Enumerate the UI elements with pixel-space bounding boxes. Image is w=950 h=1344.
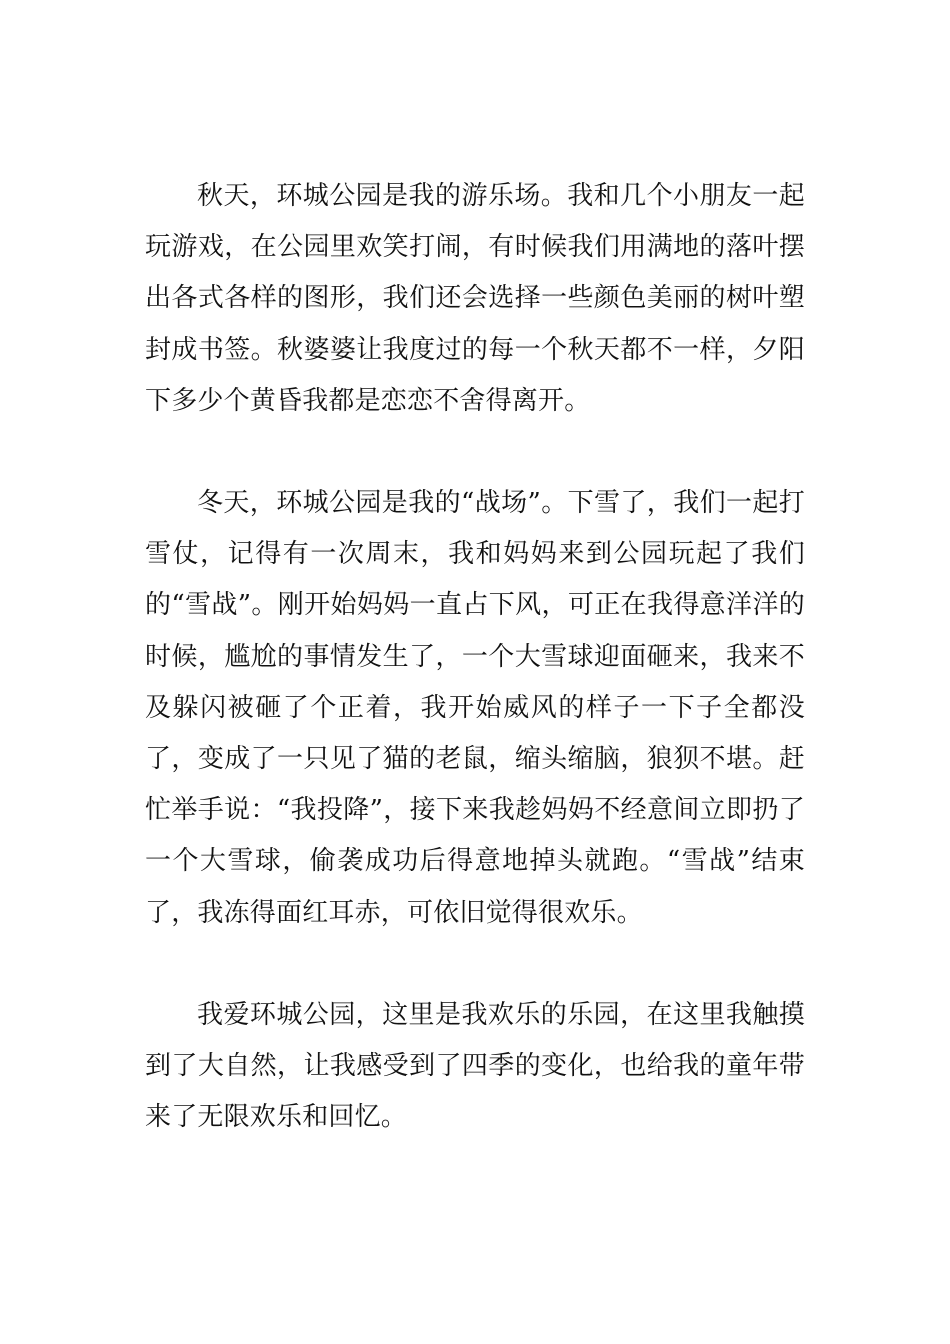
- document-body: [145, 171, 805, 1143]
- paragraph-winter: 冬天，环城公园是我的“战场”。下雪了，我们一起打雪仗，记得有一次周末，我和妈妈来到公园玩起了我们的“雪战”。刚开始妈妈一直占下风，可正在我得意洋洋的时候，尴尬的事情发生了，一个大雪球迎面砸来，我来不及躲闪被砸了个正着，我开始威风的样子一下子全都没了，变成了一只见了猫的老鼠，缩头缩脑，狼狈不堪。赶忙举手说：“我投降”，接下来我趁妈妈不经意间立即扔了一个大雪球，偷袭成功后得意地掉头就跑。“雪战”结束了，我冻得面红耳赤，可依旧觉得很欢乐。: [145, 488, 805, 928]
- paragraph-conclusion: 我爱环城公园，这里是我欢乐的乐园，在这里我触摸到了大自然，让我感受到了四季的变化，也给我的童年带来了无限欢乐和回忆。: [145, 999, 805, 1133]
- paragraph-autumn: 秋天，环城公园是我的游乐场。我和几个小朋友一起玩游戏，在公园里欢笑打闹，有时候我们用满地的落叶摆出各式各样的图形，我们还会选择一些颜色美丽的树叶塑封成书签。秋婆婆让我度过的每一个秋天都不一样，夕阳下多少个黄昏我都是恋恋不舍得离开。: [145, 181, 805, 416]
